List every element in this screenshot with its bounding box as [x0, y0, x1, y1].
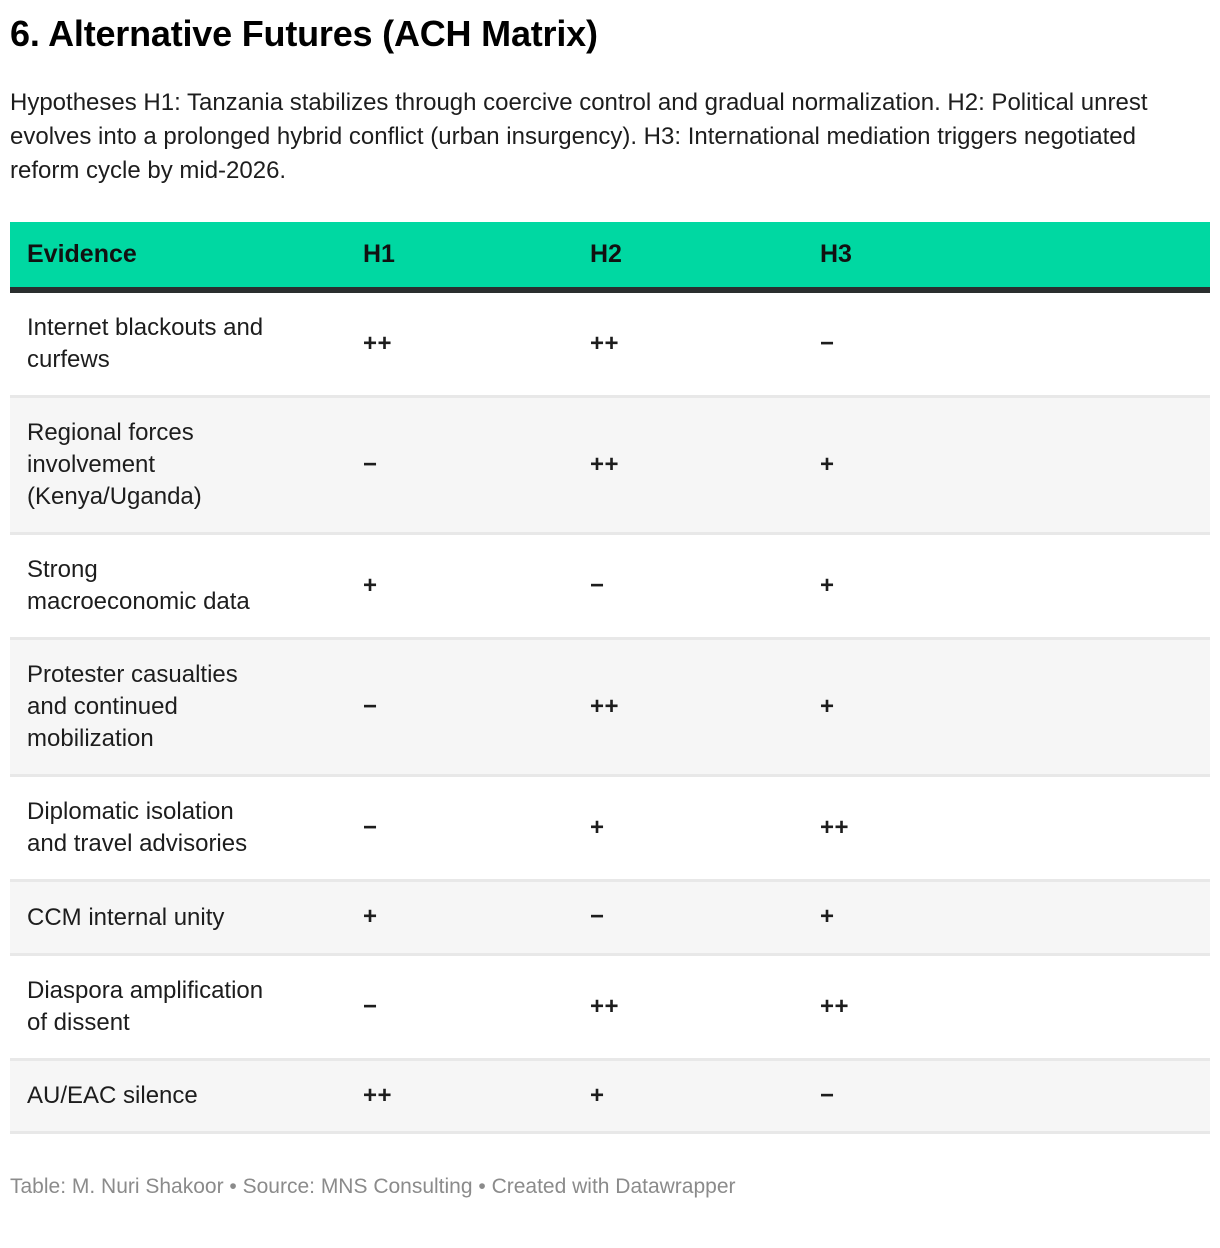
h3-rating-cell: ++: [820, 954, 1210, 1059]
table-row-diaspora-amplification: [10, 954, 1210, 1059]
h2-rating-cell: +: [590, 1059, 820, 1133]
column-header-h1: H1: [363, 222, 590, 290]
column-header-h2: H2: [590, 222, 820, 290]
h1-rating-cell: ++: [363, 290, 590, 397]
evidence-cell: Regional forces involvement (Kenya/Uganda): [10, 397, 363, 534]
h3-rating-cell: +: [820, 881, 1210, 955]
h3-rating-cell: −: [820, 1059, 1210, 1133]
evidence-cell: Internet blackouts and curfews: [10, 290, 363, 397]
chart-description: Hypotheses H1: Tanzania stabilizes through coercive control and gradual normalization. H2: Political unrest evolves into a prolonged hybrid conflict (urban insurgency). H3: International mediation triggers negotiated reform cycle by mid-2026.: [10, 89, 1148, 184]
h2-rating-cell: +: [590, 776, 820, 881]
h1-rating-cell: −: [363, 776, 590, 881]
h3-rating-cell: +: [820, 397, 1210, 534]
h2-rating-cell: −: [590, 881, 820, 955]
table-row-protester-casualties: [10, 639, 1210, 776]
h1-rating-cell: +: [363, 881, 590, 955]
h1-rating-cell: +: [363, 534, 590, 639]
attribution-footer: Table: M. Nuri Shakoor • Source: MNS Consulting • Created with Datawrapper: [10, 1175, 736, 1199]
table-row-internet-blackouts: [10, 290, 1210, 397]
h1-rating-cell: ++: [363, 1059, 590, 1133]
evidence-cell: Strong macroeconomic data: [10, 534, 363, 639]
evidence-cell: Diaspora amplification of dissent: [10, 954, 363, 1059]
table-row-macroeconomic-data: [10, 534, 1210, 639]
table-row-au-eac-silence: [10, 1059, 1210, 1133]
h2-rating-cell: ++: [590, 397, 820, 534]
h2-rating-cell: ++: [590, 639, 820, 776]
evidence-cell: AU/EAC silence: [10, 1059, 363, 1133]
h2-rating-cell: ++: [590, 290, 820, 397]
h3-rating-cell: +: [820, 534, 1210, 639]
table-row-diplomatic-isolation: [10, 776, 1210, 881]
page-title: 6. Alternative Futures (ACH Matrix): [10, 13, 598, 54]
ach-matrix-table: [10, 222, 1210, 1134]
h1-rating-cell: −: [363, 954, 590, 1059]
evidence-cell: Diplomatic isolation and travel advisories: [10, 776, 363, 881]
evidence-cell: CCM internal unity: [10, 881, 363, 955]
h1-rating-cell: −: [363, 397, 590, 534]
h1-rating-cell: −: [363, 639, 590, 776]
h3-rating-cell: −: [820, 290, 1210, 397]
h2-rating-cell: ++: [590, 954, 820, 1059]
table-row-ccm-unity: [10, 881, 1210, 955]
table-row-regional-forces: [10, 397, 1210, 534]
h3-rating-cell: ++: [820, 776, 1210, 881]
column-header-h3: H3: [820, 222, 1210, 290]
h3-rating-cell: +: [820, 639, 1210, 776]
h2-rating-cell: −: [590, 534, 820, 639]
column-header-evidence: Evidence: [10, 222, 363, 290]
evidence-cell: Protester casualties and continued mobilization: [10, 639, 363, 776]
table-header-row: [10, 222, 1210, 290]
